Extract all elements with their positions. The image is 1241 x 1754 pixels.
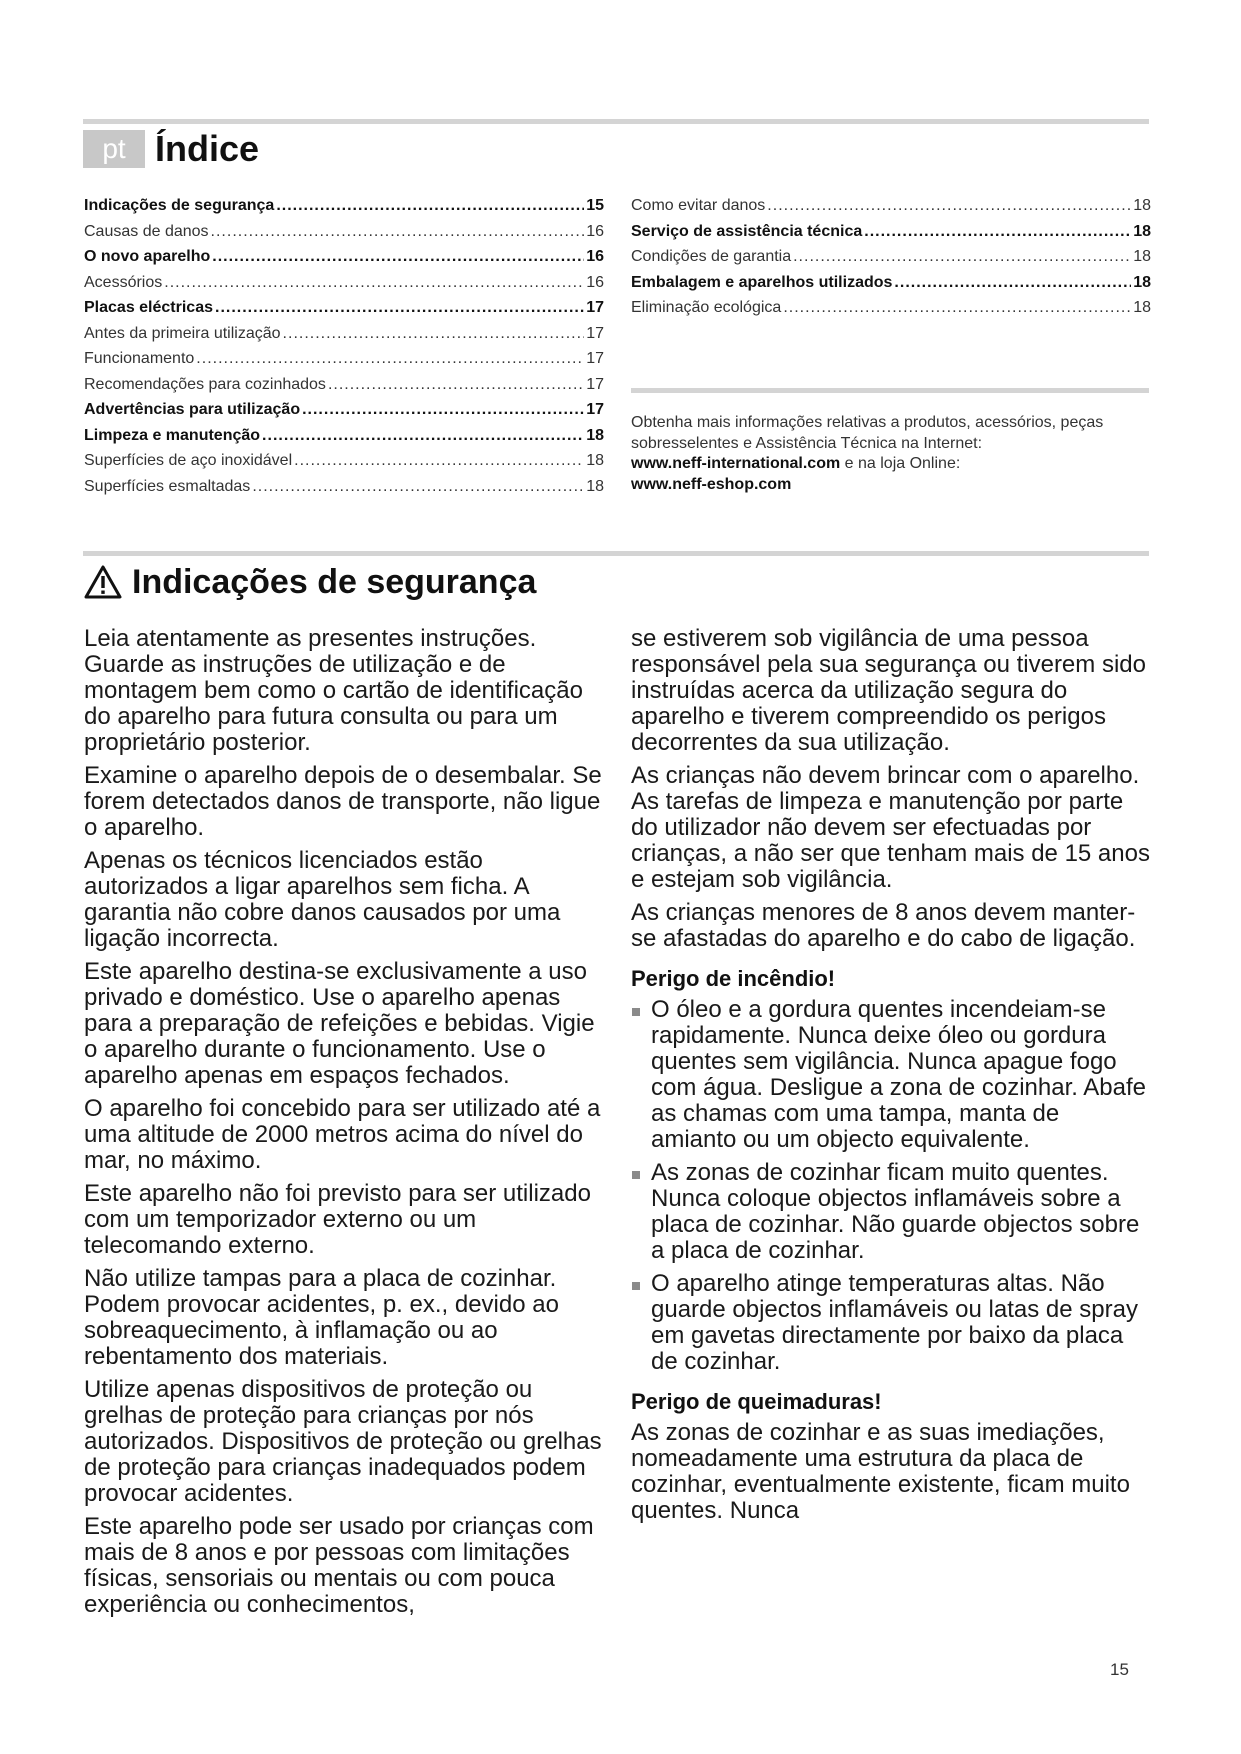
paragraph: As zonas de cozinhar e as suas imediações, nomeadamente uma estrutura da placa de cozinhar, eventualmente existente, ficam muito quentes. Nunca — [631, 1419, 1130, 1524]
toc-entry[interactable]: Limpeza e manutenção ..... 18 — [84, 427, 604, 453]
paragraph: Não utilize tampas para a placa de cozinhar. Podem provocar acidentes, p. ex., devido ao sobreaquecimento, à inflamação ou ao rebentamento dos materiais. — [84, 1265, 559, 1370]
info-box — [631, 413, 1151, 495]
info-divider — [631, 388, 1149, 393]
page-number: 15 — [1110, 1660, 1129, 1679]
paragraph: Leia atentamente as presentes instruções. Guarde as instruções de utilização e de montagem bem como o cartão de identificação do aparelho para futura consulta ou para um proprietário posterior. — [84, 625, 583, 756]
info-mid-text: e na loja Online: — [840, 455, 961, 472]
toc-entry[interactable]: Placas eléctricas ..... 17 — [84, 299, 604, 325]
toc-entry[interactable]: Acessórios ..... 16 — [84, 274, 604, 300]
toc-entry[interactable]: Indicações de segurança ..... 15 — [84, 197, 604, 223]
list-item: As zonas de cozinhar ficam muito quentes. Nunca coloque objectos inflamáveis sobre a placa de cozinhar. Não guarde objectos sobre a placa de cozinhar. — [631, 1160, 1151, 1264]
link-neff-international[interactable]: www.neff-international.com — [631, 455, 841, 472]
paragraph: se estiverem sob vigilância de uma pessoa responsável pela sua segurança ou tiverem sido instruídas acerca da utilização segura do aparelho e tiverem compreendido os perigos decorrentes da sua utilização. — [631, 625, 1146, 756]
burn-danger-heading: Perigo de queimaduras! — [631, 1389, 882, 1414]
toc-entry[interactable]: O novo aparelho ..... 16 — [84, 248, 604, 274]
paragraph: Examine o aparelho depois de o desembalar. Se forem detectados danos de transporte, não ligue o aparelho. — [84, 762, 602, 841]
paragraph: As crianças menores de 8 anos devem manter-se afastadas do aparelho e do cabo de ligação. — [631, 899, 1136, 952]
info-text: Obtenha mais informações relativas a produtos, acessórios, peças sobresselentes e Assistência Técnica na Internet: — [631, 414, 1104, 452]
toc-entry[interactable]: Eliminação ecológica ..... 18 — [631, 299, 1151, 325]
paragraph: Este aparelho destina-se exclusivamente a uso privado e doméstico. Use o aparelho apenas para a preparação de refeições e bebidas. Vigie o aparelho durante o funcionamento. Use o aparelho apenas em espaços fechados. — [84, 958, 595, 1089]
toc-left-column — [84, 197, 604, 503]
section-divider — [83, 551, 1149, 556]
paragraph: Utilize apenas dispositivos de proteção ou grelhas de proteção para crianças por nós autorizados. Dispositivos de proteção ou grelhas de proteção para crianças inadequados podem provocar acidentes. — [84, 1376, 602, 1507]
paragraph: As crianças não devem brincar com o aparelho. As tarefas de limpeza e manutenção por parte do utilizador não devem ser efectuadas por crianças, a não ser que tenham mais de 15 anos e estejam sob vigilância. — [631, 762, 1150, 893]
warning-icon — [84, 565, 122, 599]
section-title: Indicações de segurança — [132, 562, 537, 601]
language-badge: pt — [83, 130, 145, 168]
paragraph: Este aparelho pode ser usado por crianças com mais de 8 anos e por pessoas com limitações físicas, sensoriais ou mentais ou com pouca experiência ou conhecimentos, — [84, 1513, 594, 1618]
toc-entry[interactable]: Funcionamento ..... 17 — [84, 350, 604, 376]
toc-entry[interactable]: Embalagem e aparelhos utilizados ..... 18 — [631, 274, 1151, 300]
toc-entry[interactable]: Como evitar danos ..... 18 — [631, 197, 1151, 223]
toc-entry[interactable]: Condições de garantia ..... 18 — [631, 248, 1151, 274]
toc-entry[interactable]: Serviço de assistência técnica ..... 18 — [631, 223, 1151, 249]
toc-entry[interactable]: Recomendações para cozinhados ..... 17 — [84, 376, 604, 402]
fire-danger-list — [631, 997, 1151, 1375]
index-title: Índice — [155, 128, 260, 169]
paragraph: O aparelho foi concebido para ser utilizado até a uma altitude de 2000 metros acima do nível do mar, no máximo. — [84, 1095, 601, 1174]
link-neff-eshop[interactable]: www.neff-eshop.com — [631, 475, 792, 493]
list-item: O óleo e a gordura quentes incendeiam-se rapidamente. Nunca deixe óleo ou gordura quentes sem vigilância. Nunca apague fogo com água. Desligue a zona de cozinhar. Abafe as chamas com uma tampa, manta de amianto ou um objecto equivalente. — [631, 997, 1151, 1153]
left-text-column — [84, 626, 604, 1625]
toc-entry[interactable]: Superfícies de aço inoxidável ..... 18 — [84, 452, 604, 478]
list-item: O aparelho atinge temperaturas altas. Não guarde objectos inflamáveis ou latas de spray em gavetas directamente por baixo da placa de cozinhar. — [631, 1271, 1151, 1375]
fire-danger-heading: Perigo de incêndio! — [631, 966, 836, 991]
toc-entry[interactable]: Causas de danos ..... 16 — [84, 223, 604, 249]
paragraph: Apenas os técnicos licenciados estão autorizados a ligar aparelhos sem ficha. A garantia não cobre danos causados por uma ligação incorrecta. — [84, 847, 561, 952]
toc-right-column — [631, 197, 1151, 325]
paragraph: Este aparelho não foi previsto para ser utilizado com um temporizador externo ou um telecomando externo. — [84, 1180, 591, 1259]
toc-entry[interactable]: Superfícies esmaltadas ..... 18 — [84, 478, 604, 504]
section-heading — [84, 559, 536, 605]
toc-entry[interactable]: Antes da primeira utilização ..... 17 — [84, 325, 604, 351]
toc-entry[interactable]: Advertências para utilização ..... 17 — [84, 401, 604, 427]
right-text-column — [631, 626, 1151, 1531]
top-divider — [83, 119, 1149, 124]
